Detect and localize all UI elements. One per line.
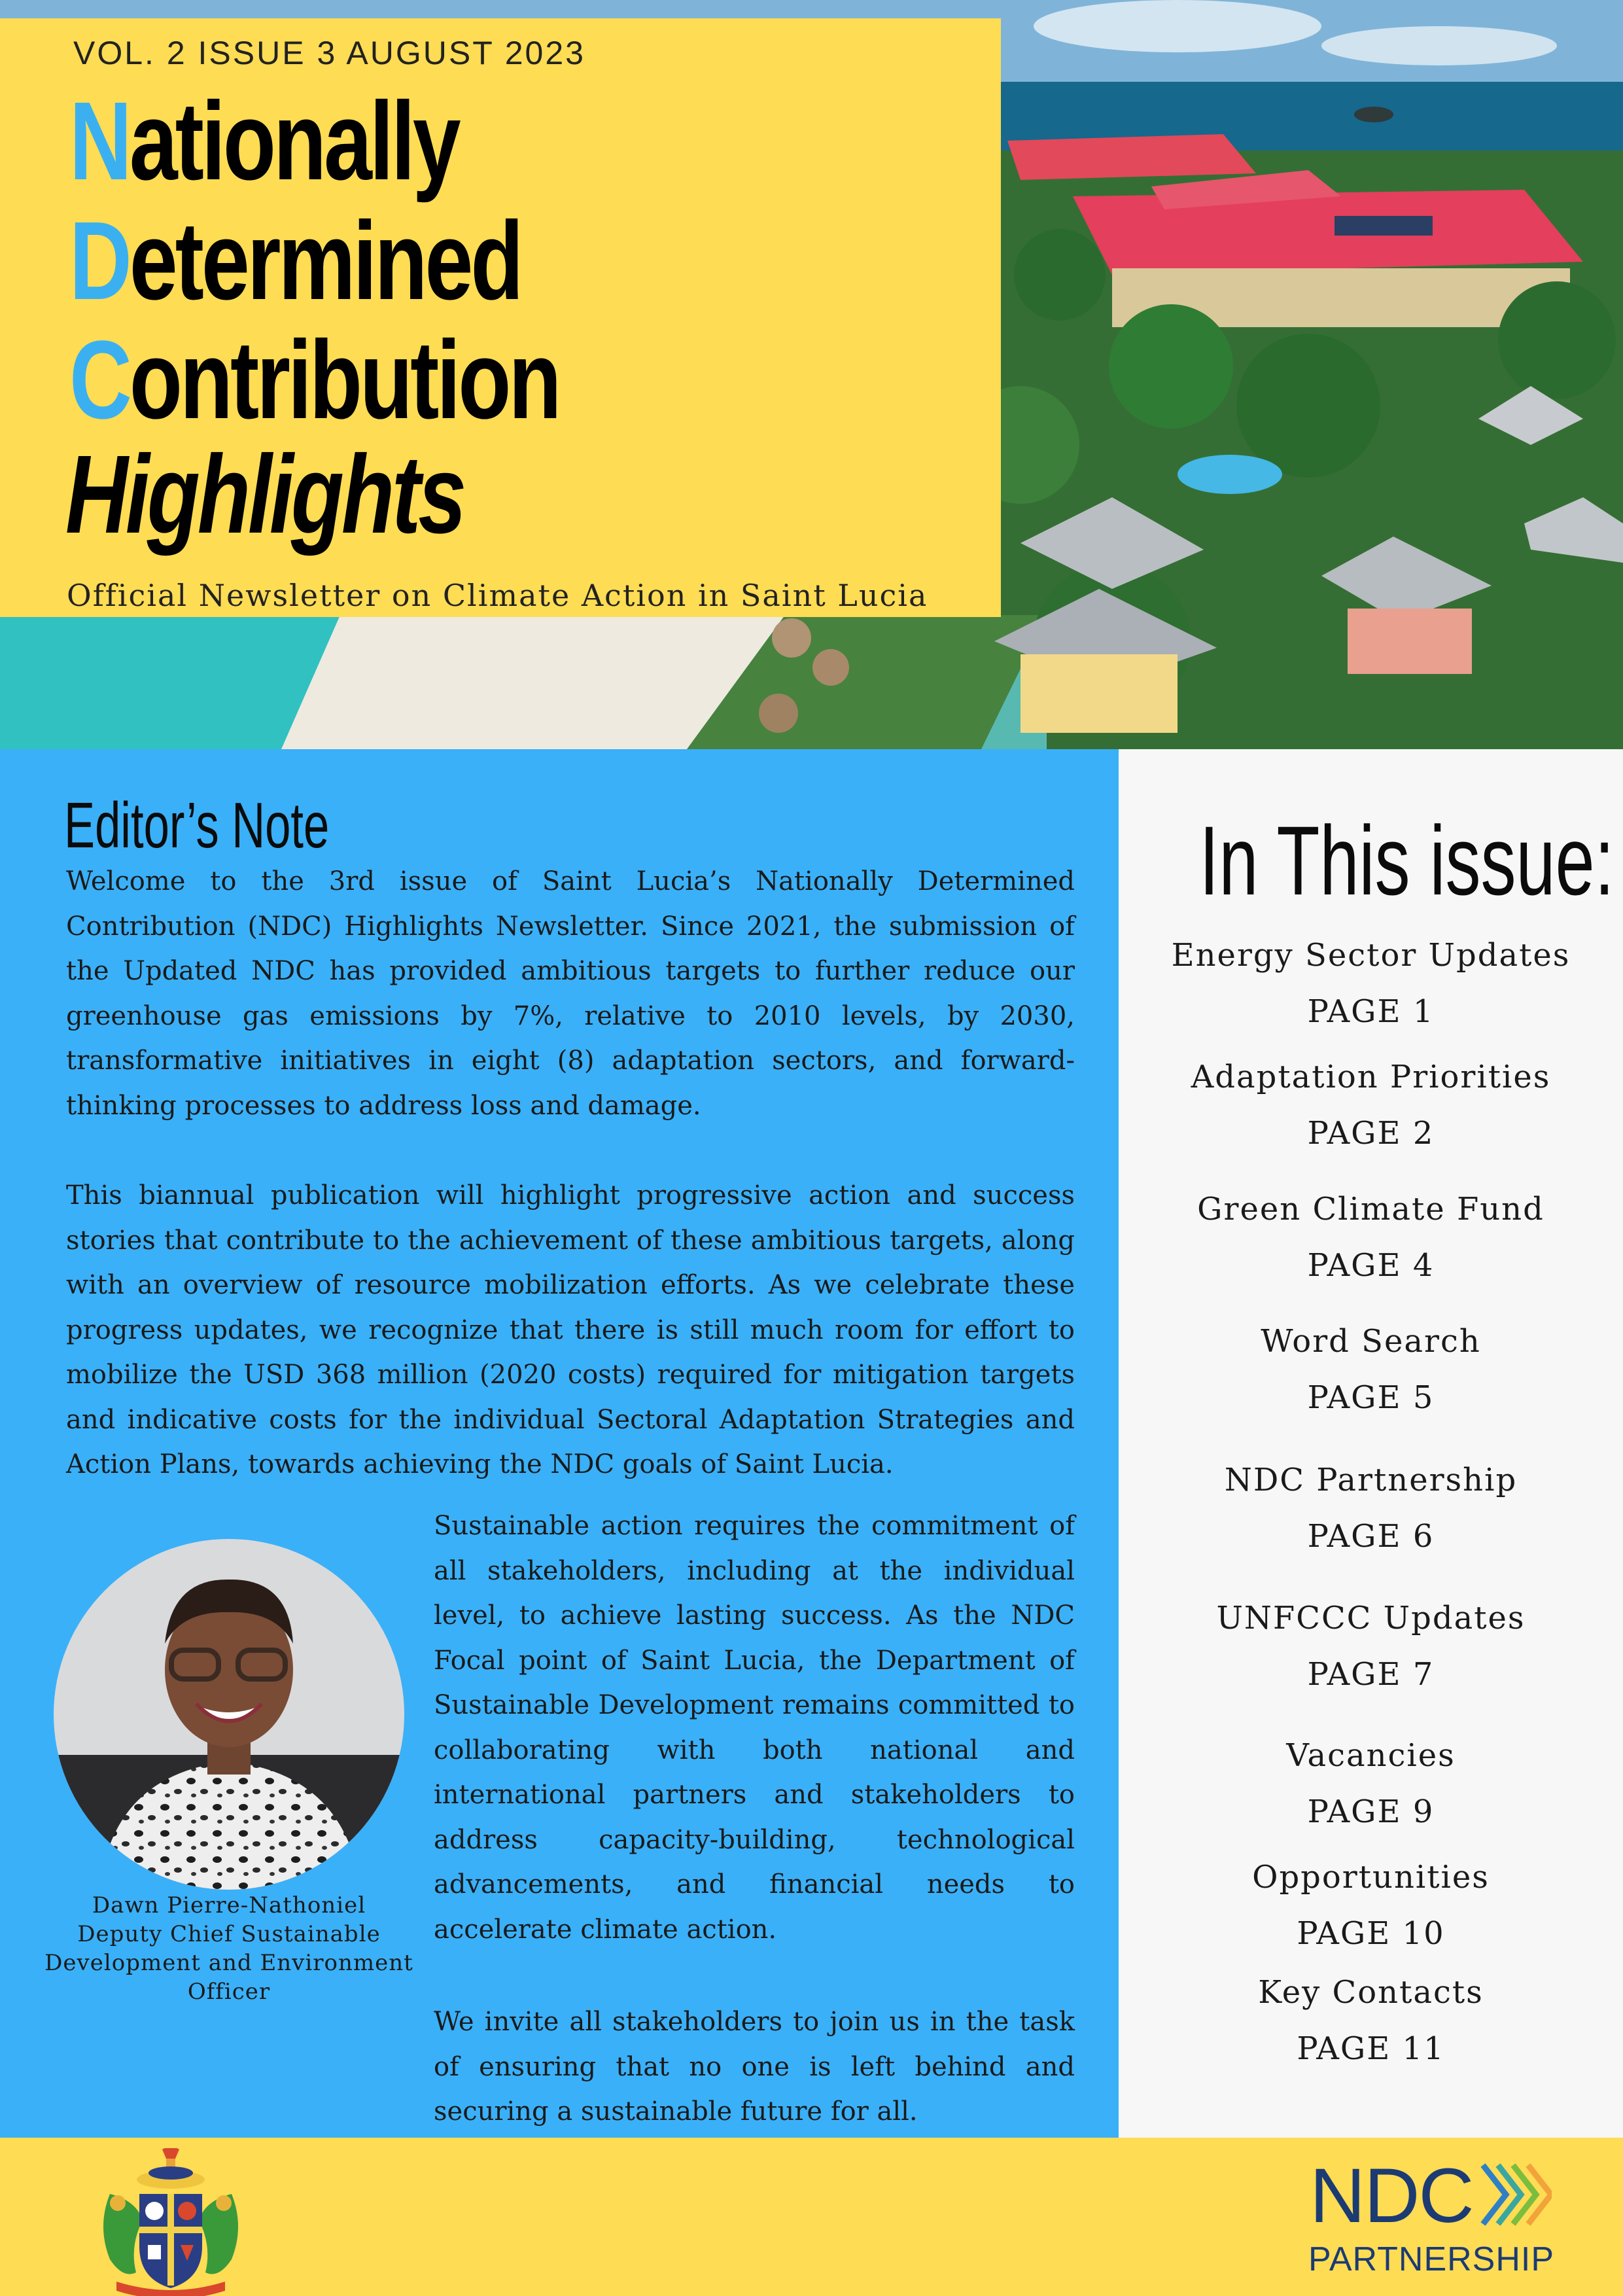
toc-item-title: Vacancies (1286, 1737, 1456, 1774)
toc-item-page: PAGE 2 (1307, 1115, 1435, 1152)
toc-item-page: PAGE 5 (1307, 1379, 1435, 1416)
toc-item-title: Word Search (1261, 1323, 1481, 1360)
toc-item-energy[interactable] (1119, 927, 1623, 1040)
toc-heading (1119, 805, 1623, 915)
toc-heading-text: In This issue: (1199, 805, 1614, 915)
title-line-contribution (69, 318, 559, 442)
ndc-chevrons-icon (1480, 2159, 1552, 2231)
toc-item-title: Energy Sector Updates (1171, 937, 1571, 974)
toc-item-title: UNFCCC Updates (1216, 1600, 1526, 1636)
toc-item-title: Adaptation Priorities (1191, 1059, 1551, 1095)
toc-item-vacancies[interactable] (1119, 1727, 1623, 1840)
title-rest-determined: etermined (129, 199, 521, 323)
author-name: Dawn Pierre-Nathoniel (92, 1892, 366, 1918)
toc-item-word-search[interactable] (1119, 1313, 1623, 1426)
editors-note-paragraph-4: We invite all stakeholders to join us in the task of ensuring that no one is left behind and securing a sustainable future for all. (434, 2007, 1075, 2127)
author-caption (39, 1891, 419, 2006)
toc-item-ndc-partnership[interactable] (1119, 1452, 1623, 1564)
editors-note-paragraph-1: Welcome to the 3rd issue of Saint Lucia’s Nationally Determined Contribution (NDC) Highlights Newsletter. Since 2021, the submission of the Updated NDC has provided ambitious targets to further reduce our greenhouse gas emissions by 7%, relative to 2010 levels, by 2030, transformative initiatives in eight (8) adaptation sectors, and forward-thinking processes to address loss and damage. (66, 866, 1075, 1121)
author-title-line-1: Deputy Chief Sustainable (77, 1921, 381, 1947)
hero-banner (0, 0, 1623, 749)
title-line-highlights: Highlights (65, 433, 464, 557)
saint-lucia-coat-of-arms-icon (90, 2148, 251, 2296)
toc-item-adaptation[interactable] (1119, 1049, 1623, 1161)
author-portrait (54, 1539, 404, 1890)
title-initial-c: C (69, 318, 130, 442)
toc-item-title: Opportunities (1252, 1859, 1490, 1896)
toc-item-unfccc[interactable] (1119, 1590, 1623, 1703)
toc-item-page: PAGE 11 (1297, 2030, 1445, 2067)
editors-note-paragraph-3: Sustainable action requires the commitment of all stakeholders, including at the individual level, to achieve lasting success. As the NDC Focal point of Saint Lucia, the Department of Sustainable Development remains committed to collaborating with both national and international partners and stakeholders to address capacity-building, technological advancements, and financial needs to accelerate climate action. (434, 1511, 1075, 1945)
title-line-nationally (69, 79, 459, 203)
editors-note-heading: Editor’s Note (64, 789, 330, 861)
toc-item-opportunities[interactable] (1119, 1849, 1623, 1962)
ndc-partnership-logo-sub: PARTNERSHIP (1308, 2240, 1555, 2278)
toc-item-page: PAGE 9 (1307, 1793, 1435, 1830)
toc-item-green-climate-fund[interactable] (1119, 1181, 1623, 1294)
ndc-partnership-logo-word: NDC (1310, 2153, 1473, 2239)
issue-info: VOL. 2 ISSUE 3 AUGUST 2023 (73, 35, 585, 71)
masthead-box (0, 18, 1001, 617)
footer-bar (0, 2138, 1623, 2296)
editors-note-section (0, 749, 1119, 2138)
author-title-line-2: Development and Environment (44, 1950, 413, 1976)
toc-item-title: NDC Partnership (1224, 1462, 1518, 1498)
author-title-line-3: Officer (187, 1979, 271, 2005)
toc-item-key-contacts[interactable] (1119, 1964, 1623, 2077)
toc-item-page: PAGE 4 (1307, 1247, 1435, 1284)
toc-item-title: Key Contacts (1258, 1974, 1484, 2011)
table-of-contents (1119, 749, 1623, 2138)
title-initial-d: D (69, 199, 130, 323)
newsletter-subtitle: Official Newsletter on Climate Action in Saint Lucia (67, 578, 928, 613)
toc-item-page: PAGE 7 (1307, 1656, 1435, 1693)
title-rest-contribution: ontribution (129, 318, 559, 442)
toc-item-page: PAGE 1 (1307, 993, 1435, 1030)
title-initial-n: N (69, 79, 130, 203)
title-rest-nationally: ationally (129, 79, 459, 203)
editors-note-paragraph-2: This biannual publication will highlight progressive action and success stories that contribute to the achievement of these ambitious targets, along with an overview of resource mobilization efforts. As we celebrate these progress updates, we recognize that there is still much room for effort to mobilize the USD 368 million (2020 costs) required for mitigation targets and indicative costs for the individual Sectoral Adaptation Strategies and Action Plans, towards achieving the NDC goals of Saint Lucia. (66, 1180, 1075, 1479)
title-line-determined (69, 199, 521, 323)
toc-item-title: Green Climate Fund (1197, 1191, 1544, 1227)
toc-item-page: PAGE 6 (1307, 1518, 1435, 1555)
toc-item-page: PAGE 10 (1297, 1915, 1445, 1952)
